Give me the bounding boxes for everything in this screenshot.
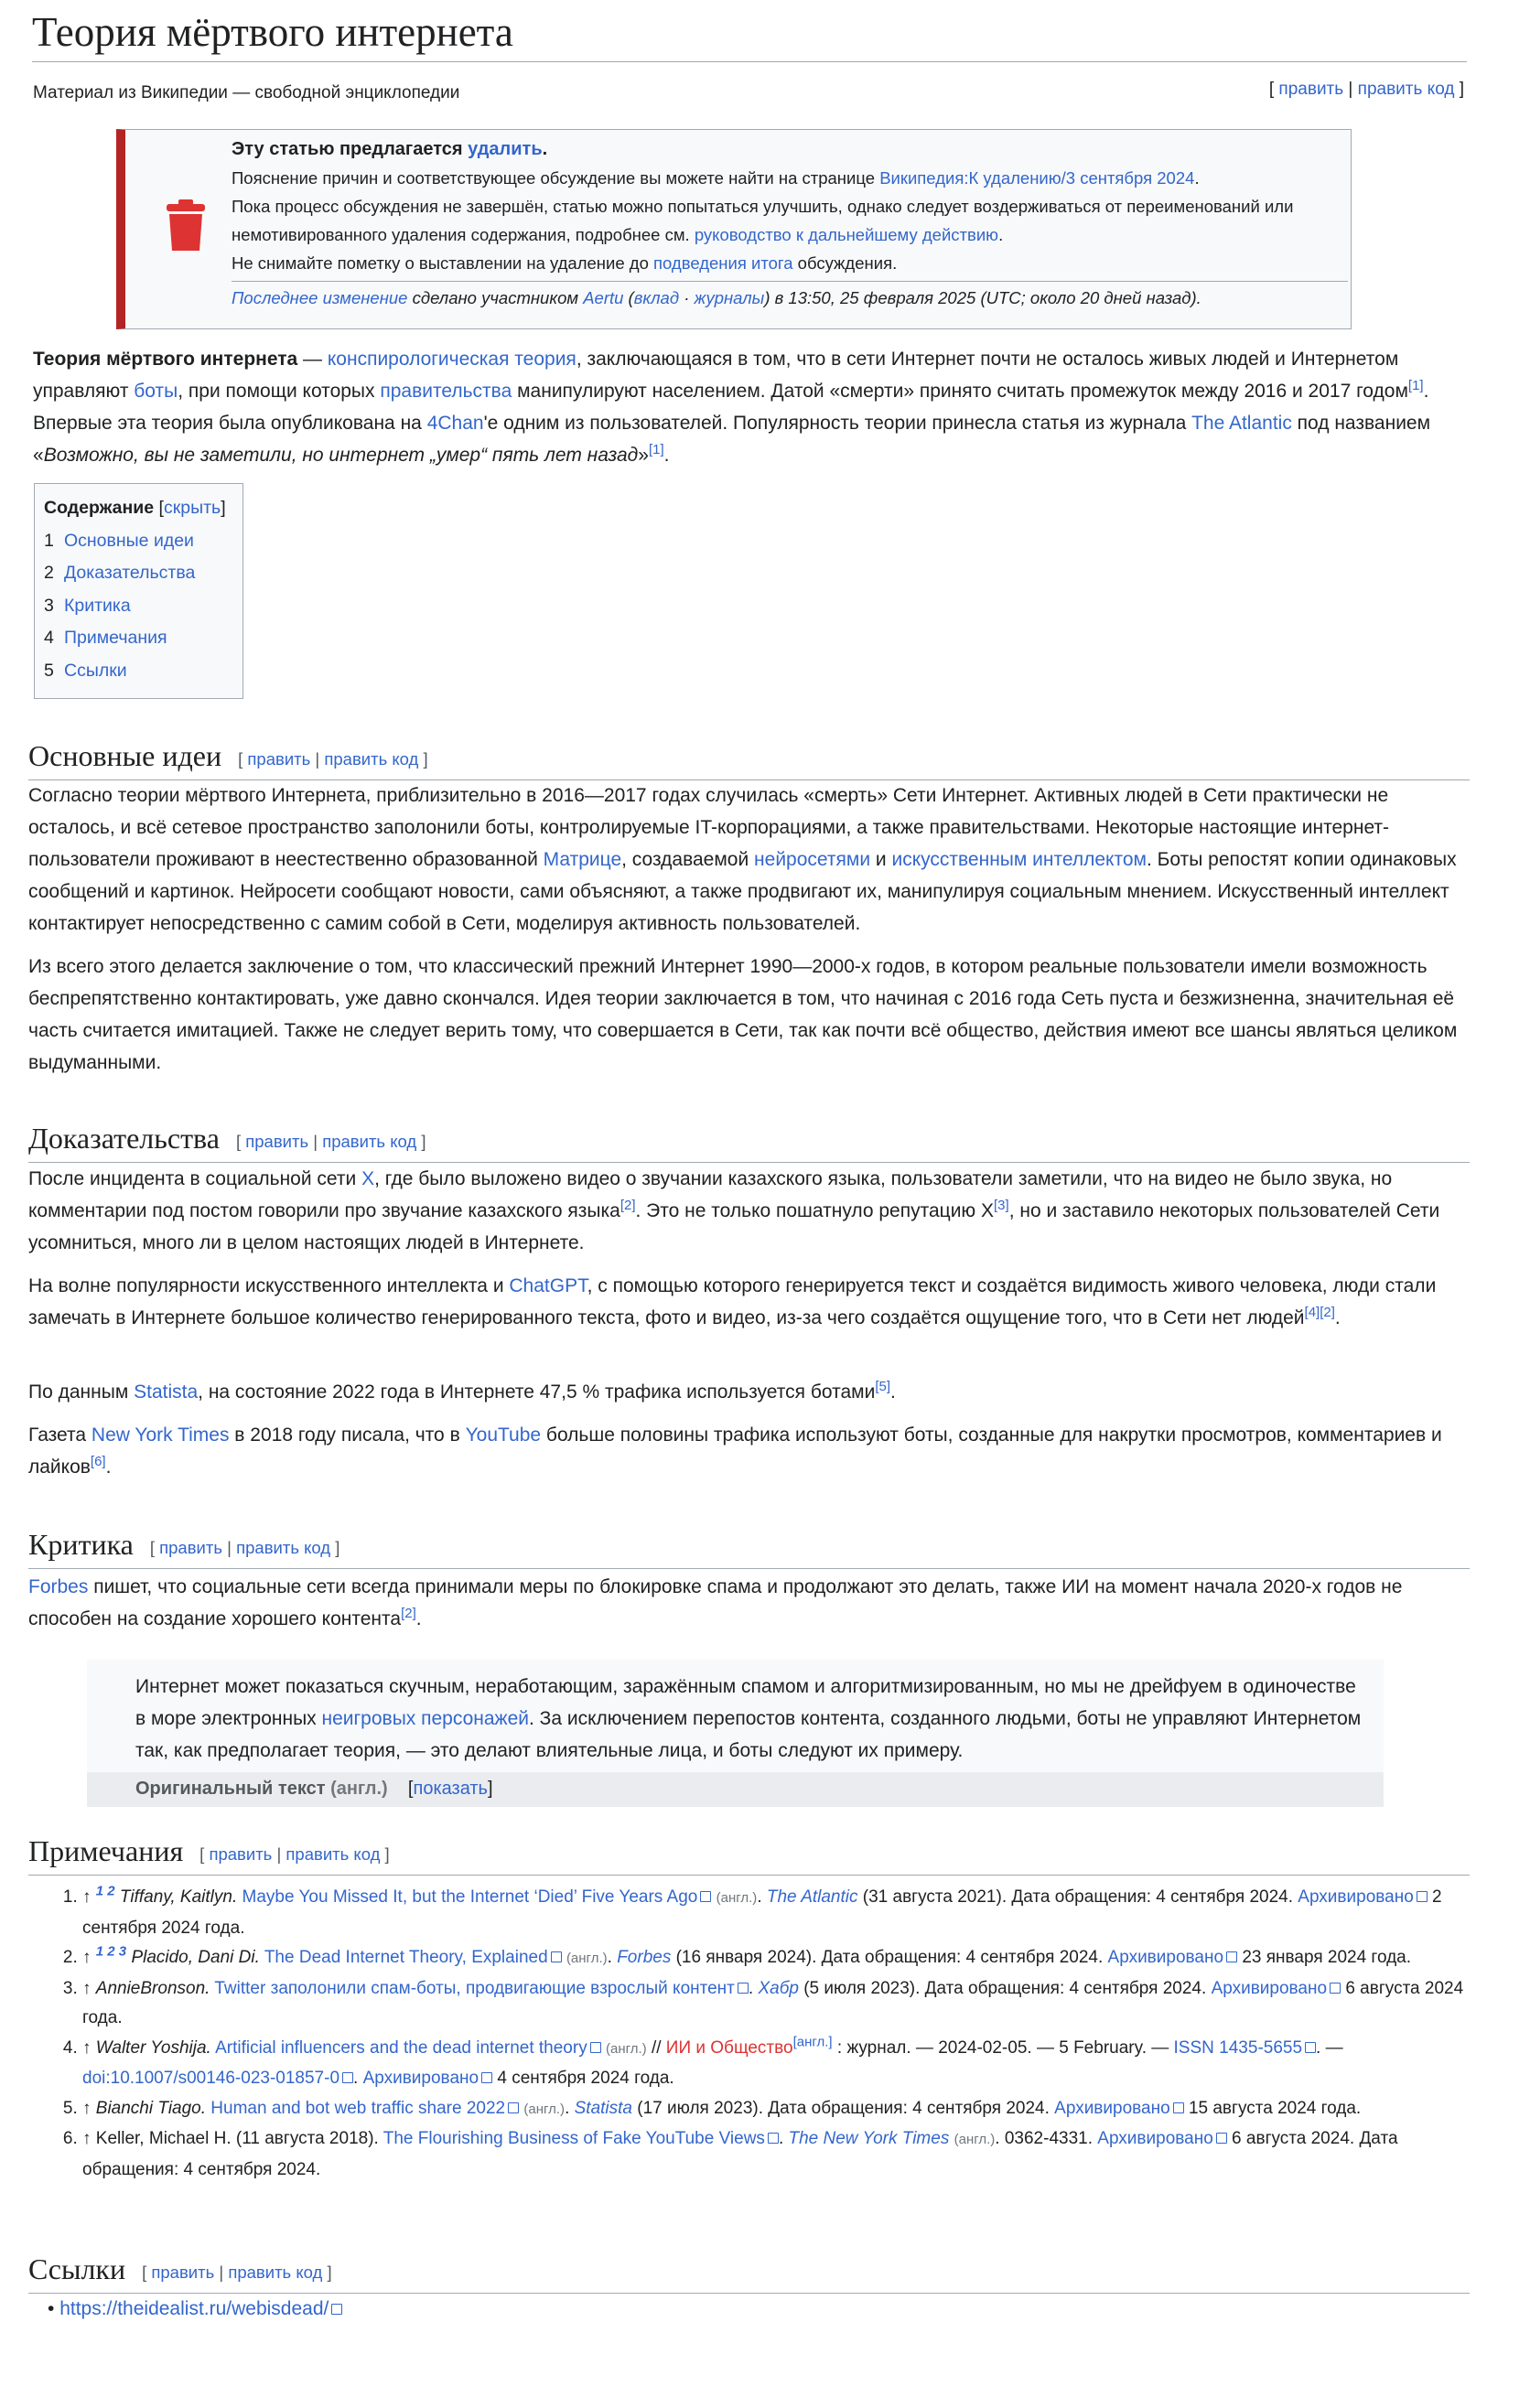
user-link[interactable]: Aertu [583,288,624,307]
forbes-link[interactable]: Forbes [28,1576,89,1597]
reference-item: 1. ↑ $^{1 2}$ Tiffany, Kaitlyn. Maybe You Missed It, but the Internet ‘Died’ Five Years Ago (англ.). The Atlantic (31 августа 2021). Дата обращения: 4 сентября 2024. Архивировано 2 сентября 2024 года. [82,1883,1464,1943]
edit-link[interactable]: править [159,1537,222,1557]
section-heading-ideas: Основные идеи [ править | править код ] [28,736,1470,780]
deletion-discussion-link[interactable]: Википедия:К удалению/3 сентября 2024 [879,168,1195,188]
archive-link[interactable]: Архивировано [1054,2099,1184,2118]
chatgpt-link[interactable]: ChatGPT [509,1275,587,1296]
reference-item: 3. ↑ AnnieBronson. Twitter заполонили спам-боты, продвигающие взрослый контент . Хабр (5 июля 2023). Дата обращения: 4 сентября 2024. Архивировано 6 августа 2024 года. [82,1974,1464,2034]
edit-link[interactable]: править [209,1844,273,1864]
last-change-link[interactable]: Последнее изменение [232,288,408,307]
edit-code-link[interactable]: править код [324,748,419,769]
archive-link[interactable]: Архивировано [1212,1979,1341,1998]
bots-link[interactable]: боты [134,381,178,402]
edit-code-link[interactable]: править код [1357,80,1455,99]
page-title: Теория мёртвого интернета [32,5,1467,62]
quote-block [87,1660,1384,1807]
reference-item: 4. ↑ Walter Yoshija. Artificial influencers and the dead internet theory (англ.) // ИИ и Общество[англ.] : журнал. — 2024-02-05. — 5 February. — ISSN 1435-5655 . — doi:10.1007/s00146-023-01857-0 . Архивировано 4 сентября 2024 года. [82,2034,1464,2094]
youtube-link[interactable]: YouTube [465,1424,542,1446]
matrix-link[interactable]: Матрице [543,849,622,870]
neural-nets-link[interactable]: нейросетями [754,849,871,870]
trash-icon [167,199,205,251]
toc-item[interactable]: 5 Ссылки [44,660,127,681]
ref-link[interactable]: [2] [620,1198,636,1213]
edit-code-link[interactable]: править код [236,1537,331,1557]
ref-link[interactable]: [5] [875,1379,891,1394]
ref-link[interactable]: [2] [401,1606,416,1621]
reference-item: 5. ↑ Bianchi Tiago. Human and bot web traffic share 2022 (англ.). Statista (17 июля 2023). Дата обращения: 4 сентября 2024. Архивировано 15 августа 2024 года. [82,2094,1464,2125]
deletion-line1: Пояснение причин и соответствующее обсуждение вы можете найти на странице Википедия:К удалению/3 сентября 2024. [232,168,1200,188]
conspiracy-link[interactable]: конспирологическая теория [327,349,576,370]
section-heading-links: Ссылки [ править | править код ] [28,2249,1470,2294]
delete-link[interactable]: удалить [468,139,543,159]
critique-paragraph: Forbes пишет, что социальные сети всегда принимали меры по блокировке спама и продолжают это делать, также ИИ на момент начала 2020-х годов не способен на создание хорошего контента[2]. [28,1576,1403,1629]
page-edit-links: [ править | править код ] [1268,80,1464,99]
toc-item[interactable]: 1 Основные идеи [44,530,194,551]
ref-pub-red-link[interactable]: ИИ и Общество [665,2037,793,2058]
evidence-paragraph-3: По данным Statista, на состояние 2022 года в Интернете 47,5 % трафика используется ботами[5]. [28,1379,896,1403]
last-change: Последнее изменение сделано участником Aertu (вклад · журналы) в 13:50, 25 февраля 2025 (UTC; около 20 дней назад). [232,281,1348,312]
backlink[interactable]: 1 2 [95,1883,115,1899]
statista-link[interactable]: Statista [134,1381,199,1403]
ref-pub-link[interactable]: Хабр [758,1978,799,1998]
x-link[interactable]: X [361,1168,375,1189]
ref-title-link[interactable]: Maybe You Missed It, but the Internet ‘Died’ Five Years Ago [242,1887,712,1907]
section-heading-evidence: Доказательства [ править | править код ] [28,1118,1470,1163]
tagline: Материал из Википедии — свободной энциклопедии [33,83,460,102]
ref-pub-link[interactable]: Statista [574,2098,632,2118]
edit-link[interactable]: править [151,2262,215,2282]
ref-title-link[interactable]: The Dead Internet Theory, Explained [264,1948,562,1967]
archive-link[interactable]: Архивировано [1108,1948,1238,1967]
quote-text: Интернет может показаться скучным, неработающим, заражённым спамом и алгоритмизированным, но мы не дрейфуем в одиночестве в море электронных неигровых персонажей. За исключением перепостов контента, созданного людьми, боты не управляют Интернетом так, как предполагает теория, — это делают влиятельные лица, и боты следуют их примеру. [135,1676,1362,1761]
external-link[interactable]: https://theidealist.ru/webisdead/ [59,2298,342,2319]
edit-link[interactable]: править [245,1131,309,1151]
toc-item[interactable]: 4 Примечания [44,628,167,648]
evidence-paragraph-1: После инцидента в социальной сети X, где было выложено видео о звучании казахского языка, пользователи заметили, что на видео не было звука, но комментарии под постом говорили про звучание казахского языка[2]. Это не только пошатнуло репутацию X[3], но и заставило некоторых пользователей Сети усомниться, много ли в целом настоящих людей в Интернете. [28,1168,1440,1253]
governments-link[interactable]: правительства [380,381,512,402]
edit-code-link[interactable]: править код [322,1131,417,1151]
toc-hide-link[interactable]: скрыть [163,498,221,518]
issn-value-link[interactable]: 1435-5655 [1219,2038,1316,2058]
ref-title-link[interactable]: The Flourishing Business of Fake YouTube Views [383,2129,779,2148]
archive-link[interactable]: Архивировано [363,2069,493,2088]
ref-link[interactable]: [3] [994,1198,1009,1213]
result-link[interactable]: подведения итога [653,253,793,273]
ref-pub-link[interactable]: The Atlantic [766,1887,858,1907]
archive-link[interactable]: Архивировано [1097,2129,1227,2148]
npc-link[interactable]: неигровых персонажей [321,1708,530,1729]
ref-pub-link[interactable]: Forbes [617,1948,672,1967]
ideas-paragraph-2: Из всего этого делается заключение о том, что классический прежний Интернет 1990—2000-х годов, в котором реальные пользователи имели возможность беспрепятственно контактировать, уже давно скончался. Идея теории заключается в том, что начиная с 2016 года Сеть пуста и безжизненна, значительная её часть считается имитацией. Также не следует верить тому, что совершается в Сети, так как почти всё общество, действия имеют все шансы являться целиком выдуманными. [28,956,1458,1073]
archive-link[interactable]: Архивировано [1298,1887,1428,1907]
ai-link[interactable]: искусственным интеллектом [891,849,1147,870]
external-links-list: • https://theidealist.ru/webisdead/ [48,2293,342,2325]
section-heading-critique: Критика [ править | править код ] [28,1524,1470,1569]
atlantic-link[interactable]: The Atlantic [1191,413,1292,434]
deletion-line3: Не снимайте пометку о выставлении на удаление до подведения итога обсуждения. [232,253,898,273]
doi-link[interactable]: doi:10.1007/s00146-023-01857-0 [82,2069,353,2088]
edit-code-link[interactable]: править код [228,2262,323,2282]
journals-link[interactable]: журналы [694,288,765,307]
edit-link[interactable]: править [247,748,311,769]
ref-title-link[interactable]: Human and bot web traffic share 2022 [210,2099,519,2118]
reference-item: 2. ↑ $^{1 2 3}$ Placido, Dani Di. The Dead Internet Theory, Explained (англ.). Forbes (16 января 2024). Дата обращения: 4 сентября 2024. Архивировано 23 января 2024 года. [82,1943,1464,1974]
show-original-link[interactable]: показать [413,1779,488,1799]
4chan-link[interactable]: 4Chan [426,413,484,434]
toc-item[interactable]: 3 Критика [44,595,131,616]
evidence-paragraph-4: Газета New York Times в 2018 году писала, что в YouTube больше половины трафика используют боты, созданные для накрутки просмотров, комментариев и лайков[6]. [28,1424,1442,1478]
guide-link[interactable]: руководство к дальнейшему действию [694,225,999,244]
issn-link[interactable]: ISSN [1173,2037,1214,2058]
backlink[interactable]: 1 2 3 [95,1943,127,1960]
deletion-heading: Эту статью предлагается удалить. [232,139,548,159]
reference-item: 6. ↑ Keller, Michael H. (11 августа 2018). The Flourishing Business of Fake YouTube Views . The New York Times (англ.). 0362-4331. Архивировано 6 августа 2024. Дата обращения: 4 сентября 2024. [82,2124,1464,2185]
ref-link[interactable]: [2] [1320,1305,1335,1320]
ideas-paragraph-1: Согласно теории мёртвого Интернета, приблизительно в 2016—2017 годах случилась «смерть» Сети Интернет. Активных людей в Сети практически не осталось, и всё сетевое пространство заполонили боты, контролируемые IT-корпорациями, а также правительствами. Некоторые настоящие интернет-пользователи проживают в неестественно образованной Матрице, создаваемой нейросетями и искусственным интеллектом. Боты репостят копии одинаковых сообщений и картинок. Нейросети сообщают новости, сами объясняют, а также продвигают их, манипулируя социальным мнением. Искусственный интеллект контактирует непосредственно с самим собой в Сети, моделируя активность пользователей. [28,785,1457,934]
ref-link[interactable]: [6] [90,1454,106,1469]
nyt-link[interactable]: New York Times [91,1424,230,1446]
references-list [55,1883,1464,2185]
toc-header: Содержание [скрыть] [44,498,226,518]
ref-link[interactable]: [1] [1407,378,1424,393]
section-heading-notes: Примечания [ править | править код ] [28,1831,1470,1876]
lang-sup-link[interactable]: [англ.] [792,2034,833,2050]
ref-pub-link[interactable]: The New York Times [788,2129,950,2148]
table-of-contents [34,483,243,699]
toc-item[interactable]: 2 Доказательства [44,563,196,583]
deletion-notice [116,129,1352,329]
ref-link[interactable]: [1] [648,442,664,457]
intro-paragraph: Теория мёртвого интернета — конспирологическая теория, заключающаяся в том, что в сети Интернет почти не осталось живых людей и Интернетом управляют боты, при помощи которых правительства манипулируют населением. Датой «смерти» принято считать промежуток между 2016 и 2017 годом[1]. Впервые эта теория была опубликована на 4Chan'е одним из пользователей. Популярность теории принесла статья из журнала The Atlantic под названием «Возможно, вы не заметили, но интернет „умер“ пять лет назад»[1]. [33,349,1431,466]
contrib-link[interactable]: вклад [633,288,680,307]
ref-link[interactable]: [4] [1304,1305,1320,1320]
edit-link[interactable]: править [1278,80,1344,99]
ref-title-link[interactable]: Twitter заполонили спам-боты, продвигающие взрослый контент [214,1979,749,1998]
deletion-line2: Пока процесс обсуждения не завершён, статью можно попытаться улучшить, однако следует воздерживаться от переименований или немотивированного удаления содержания, подробнее см. руководство к дальнейшему действию. [232,197,1294,244]
original-text-bar: Оригинальный текст (англ.) [показать] [87,1772,1384,1807]
edit-code-link[interactable]: править код [286,1844,381,1864]
ref-title-link[interactable]: Artificial influencers and the dead internet theory [215,2038,601,2058]
evidence-paragraph-2: На волне популярности искусственного интеллекта и ChatGPT, с помощью которого генерируется текст и создаётся видимость живого человека, люди стали замечать в Интернете большое количество генерированного текста, фото и видео, из-за чего создаётся ощущение того, что в Сети нет людей[4][2]. [28,1275,1437,1328]
